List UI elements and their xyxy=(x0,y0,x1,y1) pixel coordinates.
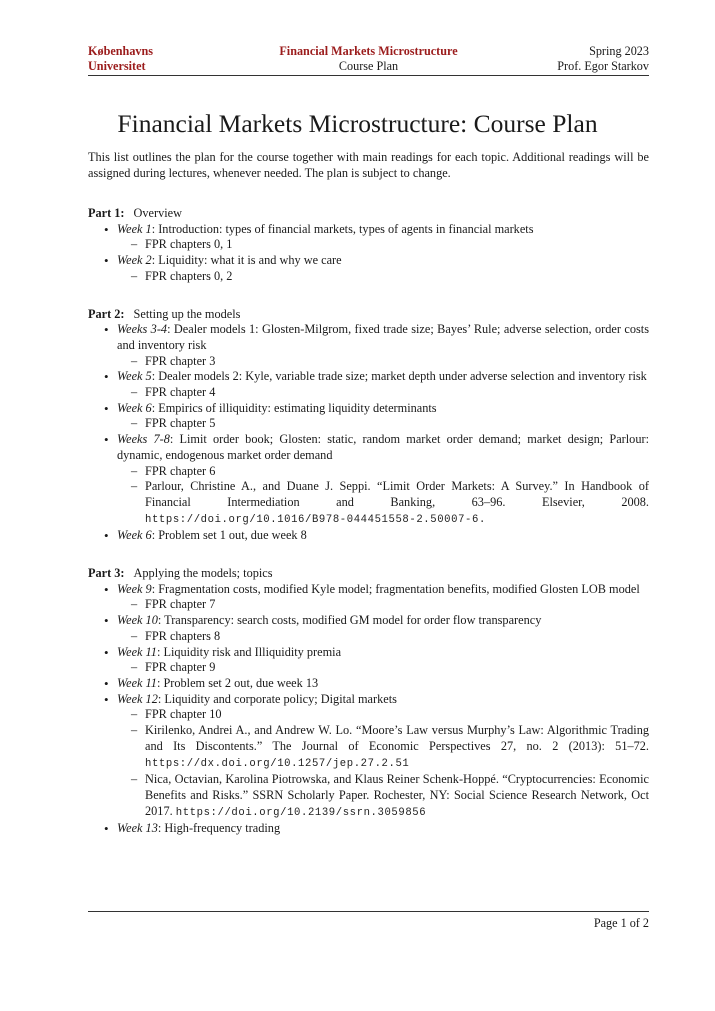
week-line xyxy=(117,528,649,544)
week-item xyxy=(88,645,649,676)
week-topic: : Problem set 1 out, due week 8 xyxy=(151,528,307,543)
reading-item xyxy=(117,629,649,645)
week-line xyxy=(117,369,649,385)
week-list xyxy=(88,222,649,285)
week-item xyxy=(88,322,649,369)
week-list xyxy=(88,322,649,544)
week-topic: : Problem set 2 out, due week 13 xyxy=(156,675,319,690)
reading-list xyxy=(117,464,649,529)
week-topic: : Liquidity: what it is and why we care xyxy=(151,253,342,268)
part-heading xyxy=(88,566,649,582)
week-item xyxy=(88,821,649,837)
reading-item xyxy=(117,385,649,401)
week-label: Weeks 3-4 xyxy=(117,322,168,337)
week-list xyxy=(88,582,649,837)
part-heading xyxy=(88,206,649,222)
header-subtitle: Course Plan xyxy=(338,59,399,73)
week-line xyxy=(117,645,649,661)
week-label: Week 5 xyxy=(117,369,152,384)
reading-text: Kirilenko, Andrei A., and Andrew W. Lo. “Moore’s Law versus Murphy’s Law: Algorithmic Trading and Its Discontents.” The Journal of Economic Perspectives 27, no. 2 (2013): 51–72. xyxy=(145,723,649,753)
reading-doi-link[interactable]: https://doi.org/10.1016/B978-044451558-2.50007-6. xyxy=(145,513,486,526)
part-name: Setting up the models xyxy=(133,306,241,321)
reading-item xyxy=(117,479,649,528)
week-topic: : Empirics of illiquidity: estimating liquidity determinants xyxy=(151,400,437,415)
week-label: Week 6 xyxy=(117,400,152,415)
reading-text: FPR chapter 4 xyxy=(145,385,216,400)
header-term: Spring 2023 xyxy=(589,44,649,58)
reading-list xyxy=(117,354,649,370)
part-section xyxy=(88,206,649,285)
reading-item xyxy=(117,354,649,370)
reading-text: FPR chapter 10 xyxy=(145,707,222,722)
week-line xyxy=(117,222,649,238)
week-label: Weeks 7-8 xyxy=(117,432,170,447)
reading-list xyxy=(117,385,649,401)
reading-list xyxy=(117,707,649,821)
week-item xyxy=(88,582,649,613)
week-line xyxy=(117,432,649,463)
part-section xyxy=(88,307,649,545)
header-instructor: Prof. Egor Starkov xyxy=(557,59,649,73)
header-meta xyxy=(557,44,649,74)
week-line xyxy=(117,322,649,353)
week-item xyxy=(88,369,649,400)
week-item xyxy=(88,676,649,692)
week-topic: : Introduction: types of financial markets, types of agents in financial markets xyxy=(151,221,534,236)
reading-list xyxy=(117,237,649,253)
week-label: Week 13 xyxy=(117,821,158,836)
week-line xyxy=(117,401,649,417)
reading-text: FPR chapter 6 xyxy=(145,463,216,478)
reading-text: Parlour, Christine A., and Duane J. Seppi. “Limit Order Markets: A Survey.” In Handbook of Financial Intermediation and Banking, 63–96. Elsevier, 2008. xyxy=(145,479,649,509)
week-line xyxy=(117,613,649,629)
week-label: Week 1 xyxy=(117,221,152,236)
week-topic: : Dealer models 1: Glosten-Milgrom, fixed trade size; Bayes’ Rule; adverse selection, order costs and inventory risk xyxy=(117,322,649,352)
week-topic: : Dealer models 2: Kyle, variable trade size; market depth under adverse selection and inventory risk xyxy=(151,369,647,384)
university-line-2: Universitet xyxy=(88,59,146,73)
reading-item xyxy=(117,237,649,253)
week-label: Week 2 xyxy=(117,253,152,268)
page-number: Page 1 of 2 xyxy=(593,916,649,930)
week-line xyxy=(117,692,649,708)
university-line-1: Københavns xyxy=(88,44,154,58)
week-topic: : Transparency: search costs, modified GM model for order flow transparency xyxy=(157,613,542,628)
week-item xyxy=(88,401,649,432)
reading-item xyxy=(117,723,649,772)
reading-text: FPR chapter 3 xyxy=(145,353,216,368)
reading-list xyxy=(117,416,649,432)
reading-item xyxy=(117,269,649,285)
reading-list xyxy=(117,660,649,676)
part-section xyxy=(88,566,649,837)
week-line xyxy=(117,821,649,837)
reading-text: FPR chapter 9 xyxy=(145,660,216,675)
week-item xyxy=(88,253,649,284)
document-title: Financial Markets Microstructure: Course Plan xyxy=(117,109,598,138)
week-item xyxy=(88,528,649,544)
week-label: Week 11 xyxy=(117,644,157,659)
reading-text: Nica, Octavian, Karolina Piotrowska, and Klaus Reiner Schenk-Hoppé. “Cryptocurrencies: Economic Benefits and Risks.” SSRN Scholarly Paper. Rochester, NY: Social Science Research Network, Oct 2017. xyxy=(145,772,649,818)
week-label: Week 12 xyxy=(117,691,158,706)
reading-text: FPR chapters 0, 1 xyxy=(145,237,233,252)
week-line xyxy=(117,582,649,598)
week-label: Week 6 xyxy=(117,528,152,543)
reading-text: FPR chapter 5 xyxy=(145,416,216,431)
part-label: Part 1: xyxy=(88,206,125,220)
week-item xyxy=(88,613,649,644)
week-topic: : Limit order book; Glosten: static, random market order demand; market design; Parlour: dynamic, endogenous market order demand xyxy=(117,432,649,462)
week-item xyxy=(88,222,649,253)
part-name: Applying the models; topics xyxy=(133,566,273,581)
reading-item xyxy=(117,464,649,480)
course-parts xyxy=(88,206,649,837)
week-topic: : Fragmentation costs, modified Kyle model; fragmentation benefits, modified Glosten LOB model xyxy=(151,581,640,596)
week-label: Week 11 xyxy=(117,675,157,690)
week-label: Week 10 xyxy=(117,613,158,628)
reading-item xyxy=(117,660,649,676)
reading-list xyxy=(117,269,649,285)
reading-list xyxy=(117,629,649,645)
week-item xyxy=(88,692,649,822)
week-item xyxy=(88,432,649,528)
reading-item xyxy=(117,772,649,821)
week-topic: : Liquidity risk and Illiquidity premia xyxy=(156,644,342,659)
reading-item xyxy=(117,707,649,723)
reading-text: FPR chapters 8 xyxy=(145,628,221,643)
part-label: Part 3: xyxy=(88,566,125,581)
week-topic: : High-frequency trading xyxy=(157,821,281,836)
week-topic: : Liquidity and corporate policy; Digital markets xyxy=(157,691,397,706)
reading-text: FPR chapter 7 xyxy=(145,597,216,612)
reading-doi-link[interactable]: https://doi.org/10.2139/ssrn.3059856 xyxy=(175,806,427,819)
reading-doi-link[interactable]: https://dx.doi.org/10.1257/jep.27.2.51 xyxy=(145,757,410,770)
reading-item xyxy=(117,416,649,432)
part-label: Part 2: xyxy=(88,306,125,321)
reading-text: FPR chapters 0, 2 xyxy=(145,268,233,283)
part-name: Overview xyxy=(133,206,183,220)
week-line xyxy=(117,253,649,269)
header-course-title: Financial Markets Microstructure xyxy=(279,44,458,58)
reading-list xyxy=(117,597,649,613)
intro-paragraph: This list outlines the plan for the course together with main readings for each topic. Additional readings will be assigned during lectures, whenever needed. The plan is subject to change. xyxy=(88,150,649,180)
part-heading xyxy=(88,307,649,323)
reading-item xyxy=(117,597,649,613)
page-header xyxy=(88,44,649,76)
week-line xyxy=(117,676,649,692)
week-label: Week 9 xyxy=(117,581,152,596)
footer-rule xyxy=(88,911,649,912)
